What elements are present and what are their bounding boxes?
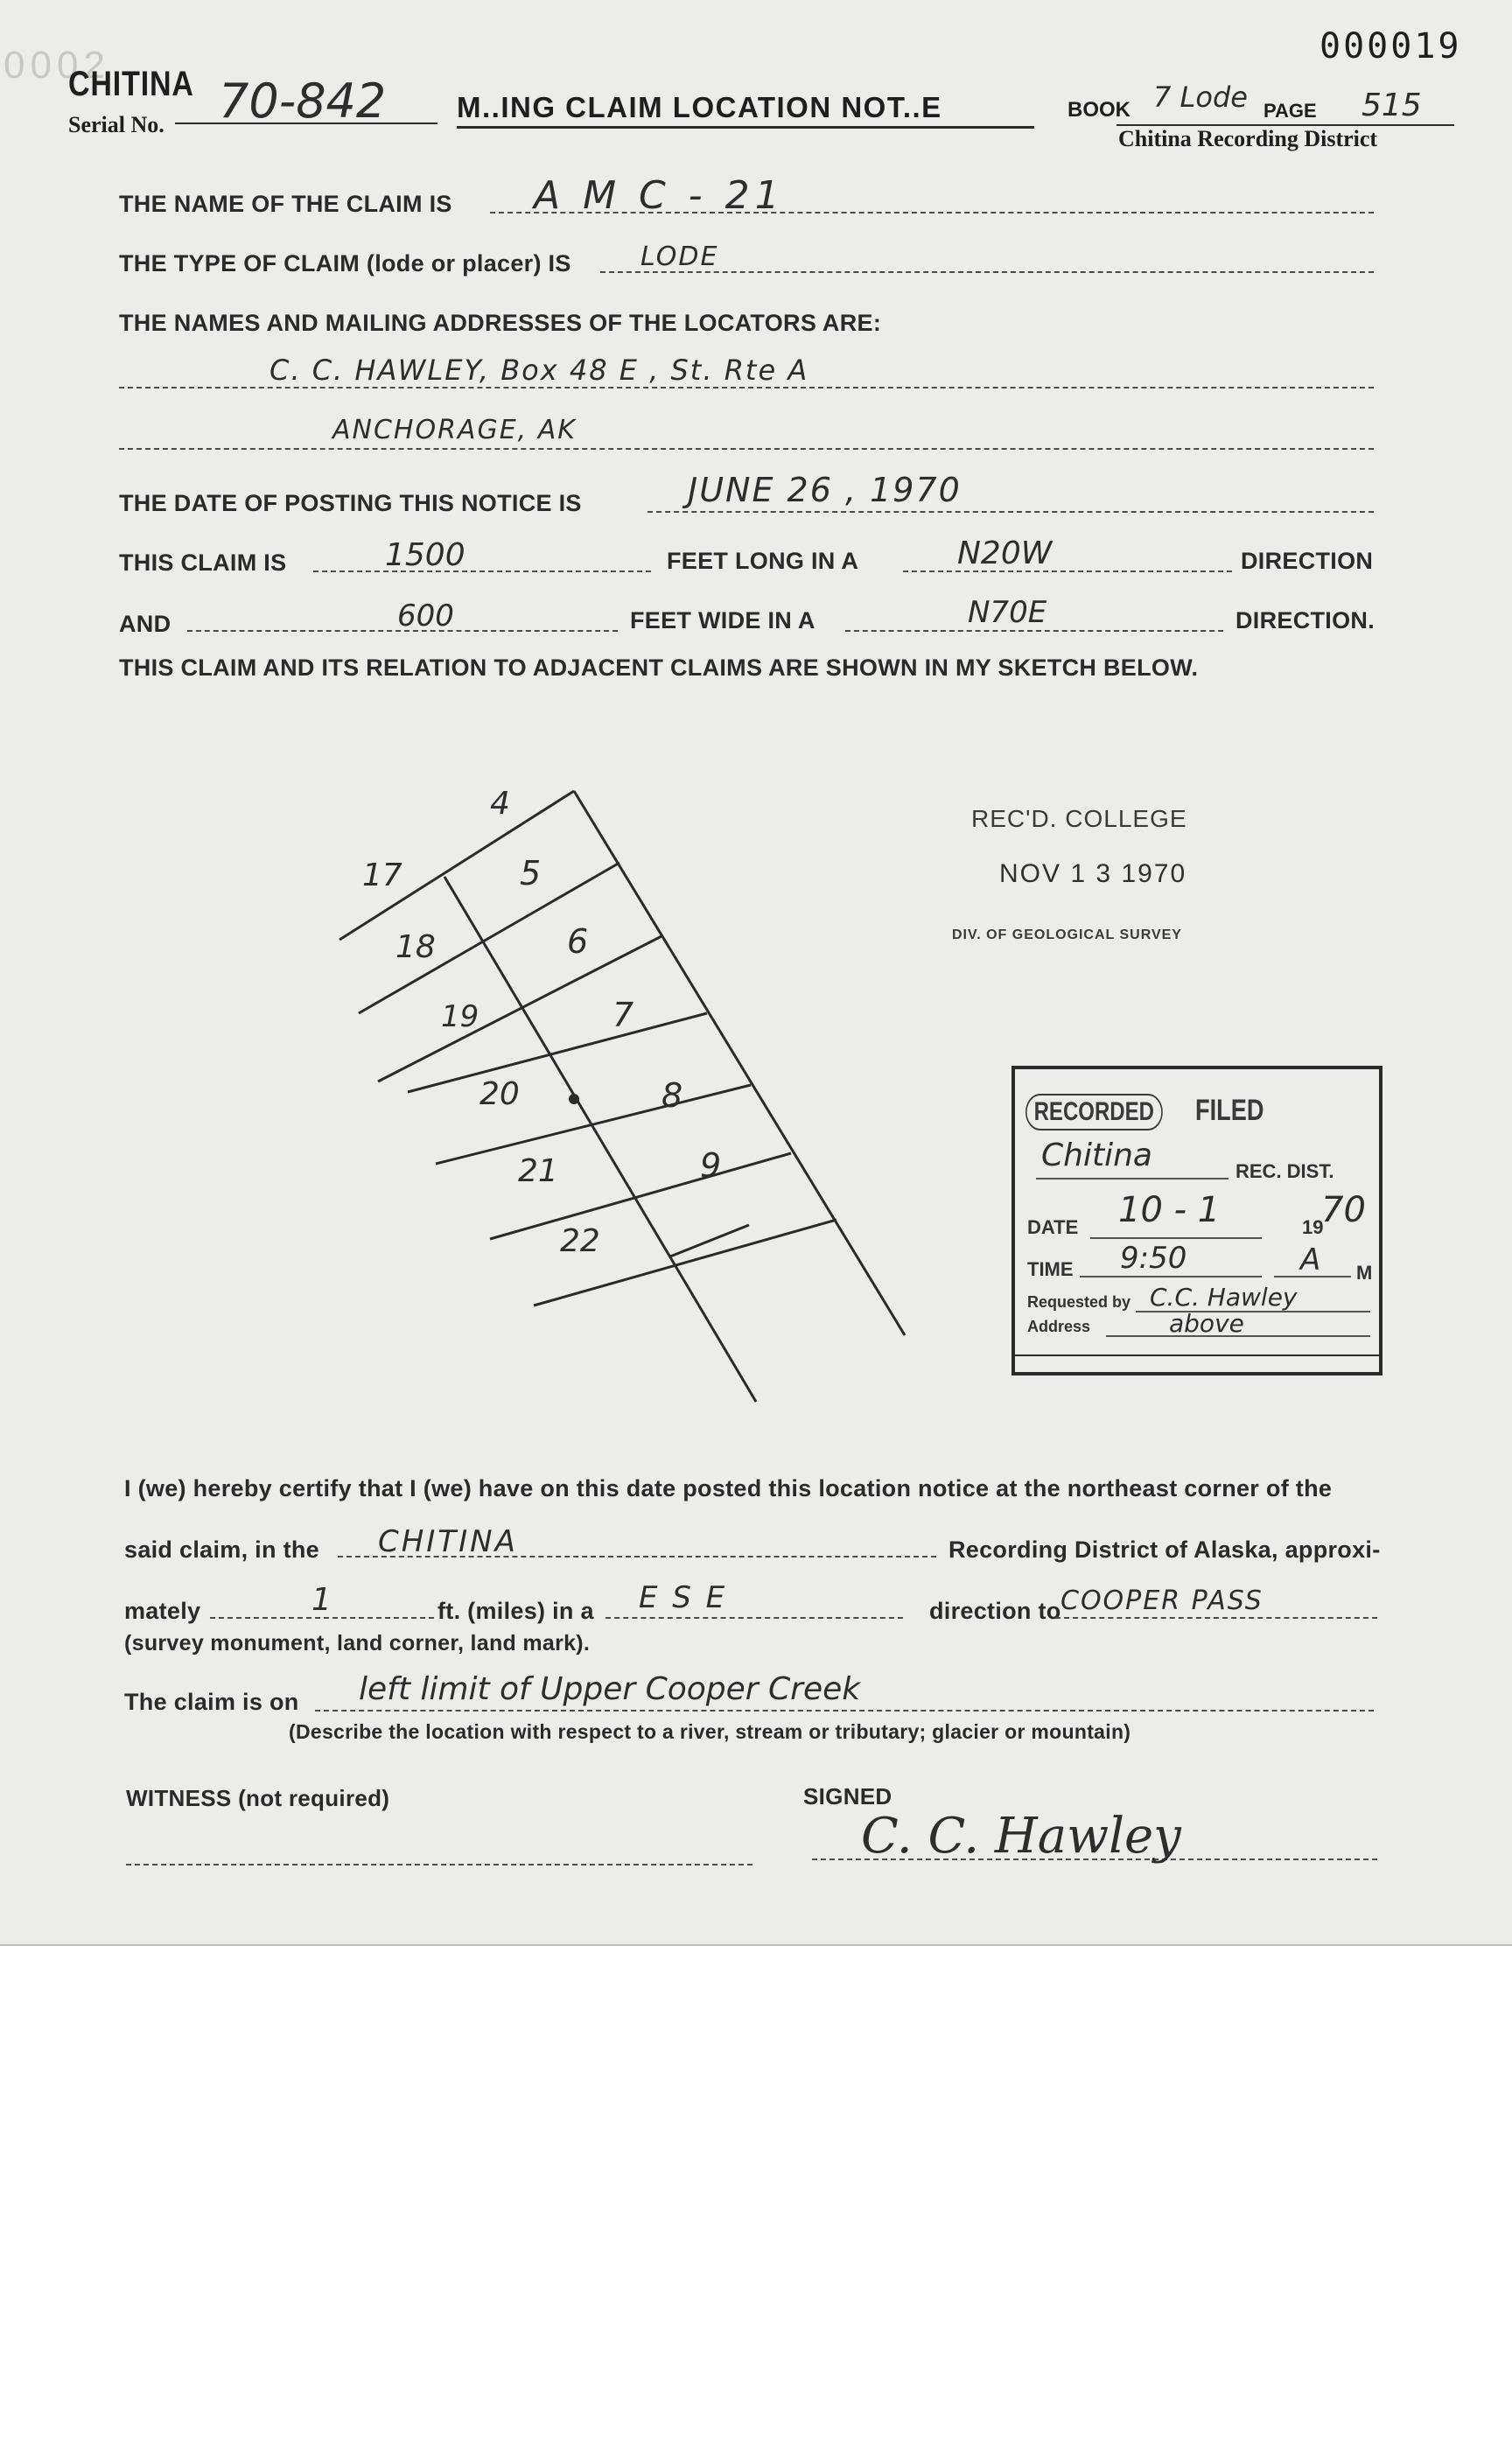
sketch-claim-18: 18 (396, 929, 436, 965)
stamp-requested-value: C.C. Hawley (1150, 1283, 1298, 1312)
stamp-date-label: DATE (1027, 1216, 1079, 1238)
length-direction-value: N20W (957, 536, 1053, 571)
length-value: 1500 (385, 537, 466, 573)
sketch-claim-19: 19 (441, 999, 480, 1034)
sketch-claim-6: 6 (567, 922, 589, 961)
sketch-label: THIS CLAIM AND ITS RELATION TO ADJACENT CLAIMS ARE SHOWN IN MY SKETCH BELOW. (119, 654, 1199, 681)
location-line (315, 1710, 1374, 1712)
recorded-stamp (1012, 1066, 1382, 1376)
stamp-bottom-rule (1015, 1354, 1379, 1356)
direction-line (606, 1617, 903, 1619)
sketch-claim-7: 7 (612, 996, 634, 1034)
claim-name-value: A M C - 21 (534, 173, 785, 218)
signature-value: C. C. Hawley (861, 1808, 1181, 1865)
location-note: (Describe the location with respect to a river, stream or tributary; glacier or mountain) (289, 1720, 1131, 1743)
certification-line1: I (we) hereby certify that I (we) have on this date posted this location notice at the northeast corner of the (124, 1475, 1333, 1502)
form-title: M..ING CLAIM LOCATION NOT..E (457, 91, 942, 123)
width-label: AND (119, 611, 172, 637)
sketch-claim-5: 5 (520, 854, 542, 892)
signed-label: SIGNED (803, 1783, 892, 1810)
width-direction-value: N70E (968, 595, 1047, 630)
stamp-requested-label: Requested by (1027, 1293, 1131, 1311)
sketch-claim-20: 20 (480, 1076, 520, 1112)
sketch-corner-marker (569, 1094, 579, 1104)
claim-type-value: LODE (640, 242, 719, 272)
received-stamp-line1: REC'D. COLLEGE (971, 805, 1187, 832)
sketch-claim-21: 21 (518, 1153, 558, 1189)
stamp-time-label: TIME (1027, 1258, 1074, 1280)
received-stamp-line3: DIV. OF GEOLOGICAL SURVEY (952, 928, 1182, 942)
direction-word: DIRECTION (1241, 548, 1374, 574)
witness-line (126, 1864, 752, 1866)
said-claim-label: said claim, in the (124, 1536, 319, 1563)
stamp-time-value: 9:50 (1120, 1241, 1187, 1276)
stamp-district-line (1036, 1178, 1228, 1180)
claim-name-label: THE NAME OF THE CLAIM IS (119, 191, 452, 217)
length-unit: FEET LONG IN A (667, 548, 859, 574)
received-stamp-date: NOV 1 3 1970 (999, 859, 1187, 888)
district-code: CHITINA (68, 65, 194, 103)
book-value: 7 Lode (1153, 80, 1248, 114)
recorded-label: RECORDED (1026, 1094, 1163, 1130)
book-label: BOOK (1068, 98, 1130, 122)
witness-label: WITNESS (not required) (126, 1785, 390, 1811)
mately-label: mately (124, 1598, 201, 1624)
width-unit: FEET WIDE IN A (630, 607, 816, 634)
sketch-claim-9: 9 (700, 1146, 722, 1185)
sketch-claim-22: 22 (560, 1223, 600, 1259)
distance-units: ft. (miles) in a (438, 1598, 594, 1624)
stamp-address-value: above (1169, 1309, 1244, 1338)
direction-value: E S E (639, 1580, 728, 1615)
page-label: PAGE (1264, 100, 1317, 122)
filed-label: FILED (1195, 1094, 1264, 1127)
faint-number: 0002 (4, 44, 110, 87)
stamp-time-line (1080, 1276, 1262, 1278)
doc-number: 000019 (1320, 26, 1462, 66)
stamp-date-value: 10 - 1 (1118, 1190, 1221, 1230)
direction-word-2: DIRECTION. (1236, 607, 1376, 634)
stamp-year-prefix: 19 (1302, 1216, 1324, 1238)
claim-type-label: THE TYPE OF CLAIM (lode or placer) IS (119, 250, 571, 276)
serial-number: 70-842 (219, 74, 387, 129)
direction-to-label: direction to (929, 1598, 1061, 1624)
sketch-claim-4: 4 (490, 786, 510, 822)
sketch-boundary-line (574, 791, 905, 1335)
location-value: left limit of Upper Cooper Creek (359, 1671, 861, 1707)
posting-date-value: JUNE 26 , 1970 (688, 471, 962, 509)
stamp-address-label: Address (1027, 1318, 1091, 1335)
locator-value-2: ANCHORAGE, AK (332, 415, 577, 445)
length-label: THIS CLAIM IS (119, 550, 287, 576)
sketch-boundary-line (670, 1225, 749, 1256)
stamp-district-label: REC. DIST. (1236, 1160, 1334, 1182)
stamp-date-line (1090, 1237, 1262, 1239)
stamp-ampm-line (1274, 1276, 1351, 1278)
district-value: CHITINA (378, 1524, 518, 1559)
landmark-line (1055, 1617, 1377, 1619)
landmark-value: COOPER PASS (1060, 1586, 1264, 1616)
location-label: The claim is on (124, 1689, 299, 1715)
stamp-year-value: 70 (1321, 1190, 1366, 1230)
page-value: 515 (1362, 88, 1422, 123)
stamp-district-value: Chitina (1041, 1138, 1152, 1173)
locator-value-1: C. C. HAWLEY, Box 48 E , St. Rte A (270, 354, 809, 387)
serial-label: Serial No. (68, 112, 164, 137)
stamp-address-line (1106, 1335, 1370, 1337)
locators-label: THE NAMES AND MAILING ADDRESSES OF THE LOCATORS ARE: (119, 310, 882, 336)
recording-district: Chitina Recording District (1118, 126, 1378, 151)
stamp-ampm-value: A (1300, 1242, 1321, 1278)
district-suffix: Recording District of Alaska, approxi- (948, 1536, 1381, 1563)
sketch-claim-8: 8 (662, 1076, 683, 1115)
sketch-claim-17: 17 (362, 858, 402, 893)
sketch-boundary-line (444, 877, 756, 1402)
landmark-note: (survey monument, land corner, land mark). (124, 1631, 591, 1656)
width-value: 600 (397, 598, 454, 634)
stamp-ampm-suffix: M (1356, 1262, 1373, 1284)
distance-value: 1 (312, 1582, 332, 1618)
posting-date-label: THE DATE OF POSTING THIS NOTICE IS (119, 490, 582, 516)
